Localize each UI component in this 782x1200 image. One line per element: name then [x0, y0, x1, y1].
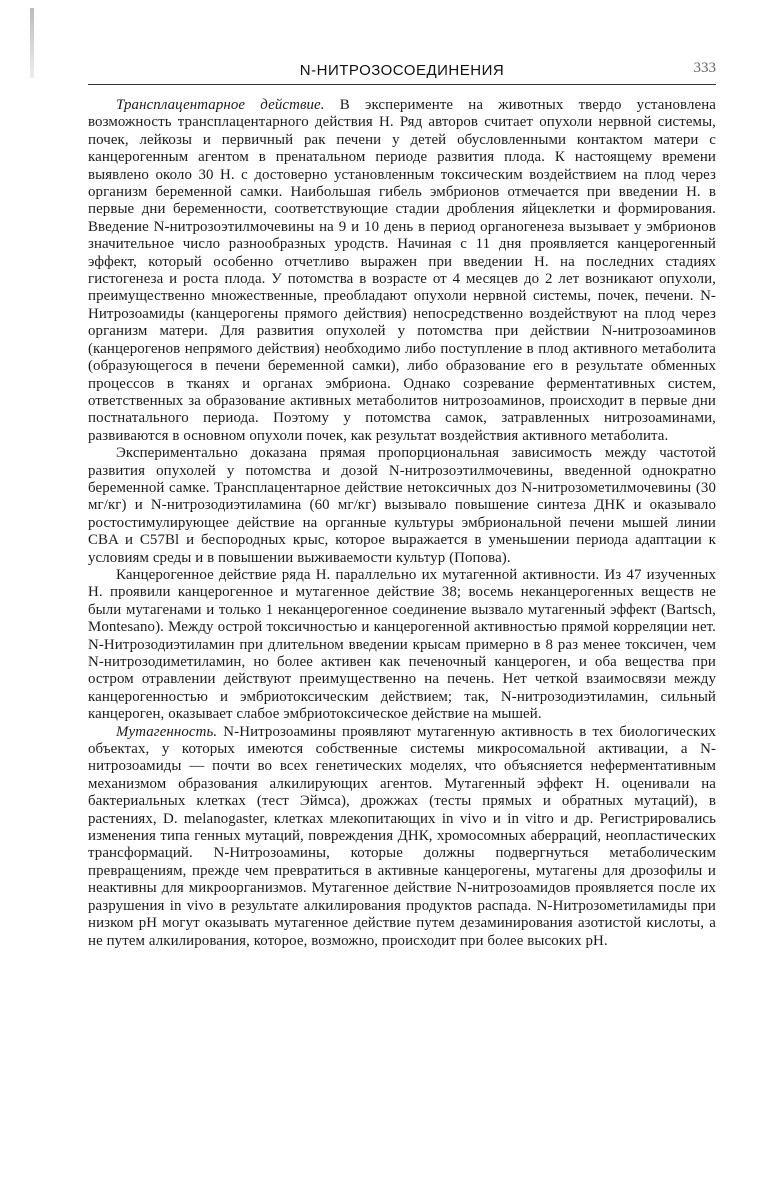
page-header [88, 58, 716, 85]
page-body [88, 97, 716, 950]
paragraph-transplacental [88, 97, 716, 445]
paragraph-text: Канцерогенное действие ряда Н. параллельно их мутагенной активности. Из 47 изученных Н. проявили канцерогенное и мутагенное действие 38; восемь неканцерогенных веществ не были мутагенами и только 1 неканцерогенное соединение вызвало мутагенный эффект (Bartsch, Montesano). Между острой токсичностью и канцерогенной активностью прямой корреляции нет. N-Нитрозодиэтиламин при длительном введении крысам примерно в 8 раз менее токсичен, чем N-нитрозодиметиламин, но более активен как печеночный канцероген, и оба вещества при остром отравлении действуют преимущественно на печень. Нет четкой взаимосвязи между канцерогенностью и эмбриотоксическим действием; так, N-нитрозодиэтиламин, сильный канцероген, оказывает слабое эмбриотоксическое действие на мышей. [88, 566, 716, 723]
paragraph-mutagenicity [88, 724, 716, 950]
run-in-heading-transplacental: Трансплацентарное действие. [116, 97, 325, 113]
running-title: N-НИТРОЗОСОЕДИНЕНИЯ [299, 62, 505, 79]
paragraph-carcinogenic-mutagenic [88, 567, 716, 724]
page-number: 333 [693, 60, 716, 76]
paragraph-text: Экспериментально доказана прямая пропорциональная зависимость между частотой развития опухолей у потомства и дозой N-нитрозоэтилмочевины, введенной однократно беременной самке. Трансплацентарное действие нетоксичных доз N-нитрозометилмочевины (30 мг/кг) и N-нитрозодиэтиламина (60 мг/кг) вызывало повышение синтеза ДНК и оказывало ростостимулирующее действие на органные культуры эмбриональной печени мышей линии CBA и C57Bl и беспородных крыс, которое выражается в уменьшении периода адаптации к условиям среды и в повышении выживаемости культур (Попова). [88, 445, 716, 566]
paragraph-text: В эксперименте на животных твердо установлена возможность трансплацентарного действия Н. Ряд авторов считает опухоли нервной системы, почек, лейкозы и первичный рак печени у детей обусловленными контактом матери с канцерогенным агентом в пренатальном периоде развития плода. К настоящему времени выявлено около 30 Н. с достоверно установленным токсическим воздействием на плод через организм беременной самки. Наибольшая гибель эмбрионов отмечается при введении Н. в первые дни беременности, соответствующие стадии дробления яйцеклетки и формирования. Введение N-нитрозоэтилмочевины на 9 и 10 день в период органогенеза вызывает у эмбрионов значительное число разнообразных уродств. Начиная с 11 дня проявляется канцерогенный эффект, который особенно отчетливо выражен при введении Н. на последних стадиях гистогенеза и роста плода. У потомства в возрасте от 4 месяцев до 2 лет возникают опухоли, преимущественно множественные, преобладают опухоли нервной системы, почек, печени. N-Нитрозоамиды (канцерогены прямого действия) непосредственно воздействуют на плод через организм матери. Для развития опухолей у потомства при действии N-нитрозоаминов (канцерогенов непрямого действия) необходимо либо поступление в плод активного метаболита (образующегося в печени беременной самки), либо образование его в результате обменных процессов в тканях и органах эмбриона. Однако созревание ферментативных систем, ответственных за образование активных метаболитов нитрозоаминов, происходит в первые дни постнатального периода. Поэтому у потомства самок, затравленных нитрозоаминами, развиваются в основном опухоли почек, как результат воздействия активного метаболита. [88, 97, 716, 444]
run-in-heading-mutagenicity: Мутагенность. [116, 723, 218, 740]
paragraph-text: N-Нитрозоамины проявляют мутагенную активность в тех биологических объектах, у которых имеются собственные системы микросомальной активации, а N-нитрозоамиды — почти во всех генетических моделях, что объясняется неферментативным механизмом образования алкилирующих агентов. Мутагенный эффект Н. оценивали на бактериальных клетках (тест Эймса), дрожжах (тесты прямых и обратных мутаций), в растениях, D. melanogaster, клетках млекопитающих in vivo и in vitro и др. Регистрировались изменения типа генных мутаций, повреждения ДНК, хромосомных аберраций, неопластических трансформаций. N-Нитрозоамины, которые должны подвергнуться метаболическим превращениям, прежде чем превратиться в активные канцерогены, мутагены для дрозофилы и неактивны для микроорганизмов. Мутагенное действие N-нитрозоамидов проявляется после их разрушения in vivo в результате алкилирования продуктов распада. N-Нитрозометиламиды при низком pH могут оказывать мутагенное действие путем дезаминирования азотистой кислоты, а не путем алкилирования, которое, возможно, происходит при более высоких pH. [88, 723, 716, 949]
paragraph-dose-dependence [88, 445, 716, 567]
scan-edge-shadow [30, 8, 34, 78]
